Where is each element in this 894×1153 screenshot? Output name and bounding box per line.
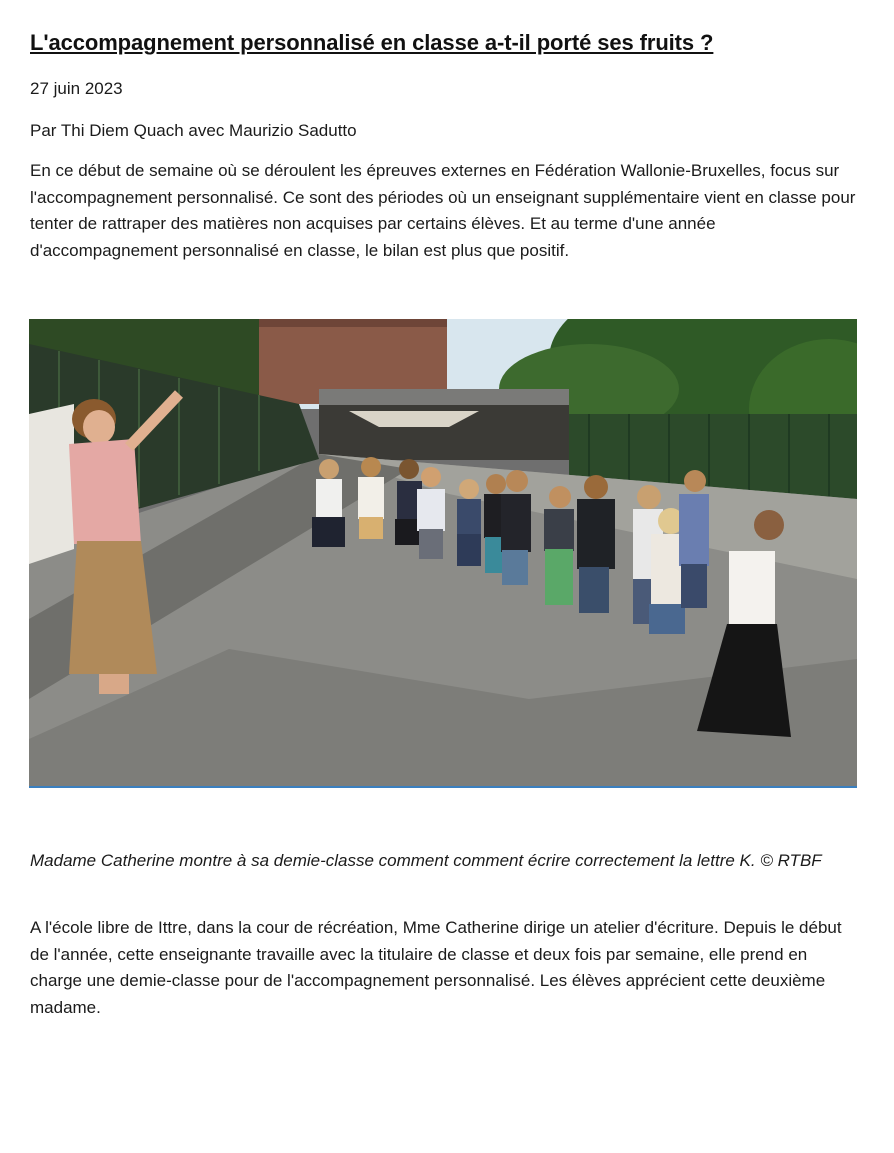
article-body: A l'école libre de Ittre, dans la cour de récréation, Mme Catherine dirige un atelier d'écriture. Depuis le début de l'année, cette enseignante travaille avec la titulaire de classe et deux fois par semaine, elle prend en charge une demie-classe pour de l'accompagnement personnalisé. Les élèves apprécient cette deuxième madame.: [30, 918, 842, 1017]
schoolyard-photo-illustration: [29, 319, 857, 786]
article-title: L'accompagnement personnalisé en classe a-t-il porté ses fruits ?: [30, 30, 714, 55]
article-byline: Par Thi Diem Quach avec Maurizio Sadutto: [30, 121, 357, 140]
article-intro: En ce début de semaine où se déroulent les épreuves externes en Fédération Wallonie-Bruxelles, focus sur l'accompagnement personnalisé. Ce sont des périodes où un enseignant supplémentaire vient en classe pour tenter de rattraper des matières non acquises par certains élèves. Et au terme d'une année d'accompagnement personnalisé en classe, le bilan est plus que positif.: [30, 161, 856, 260]
photo-caption: Madame Catherine montre à sa demie-classe comment comment écrire correctement la lettre K. © RTBF: [30, 851, 822, 870]
article-date: 27 juin 2023: [30, 79, 123, 98]
photo-divider: [29, 786, 857, 788]
article-photo: [29, 319, 857, 786]
